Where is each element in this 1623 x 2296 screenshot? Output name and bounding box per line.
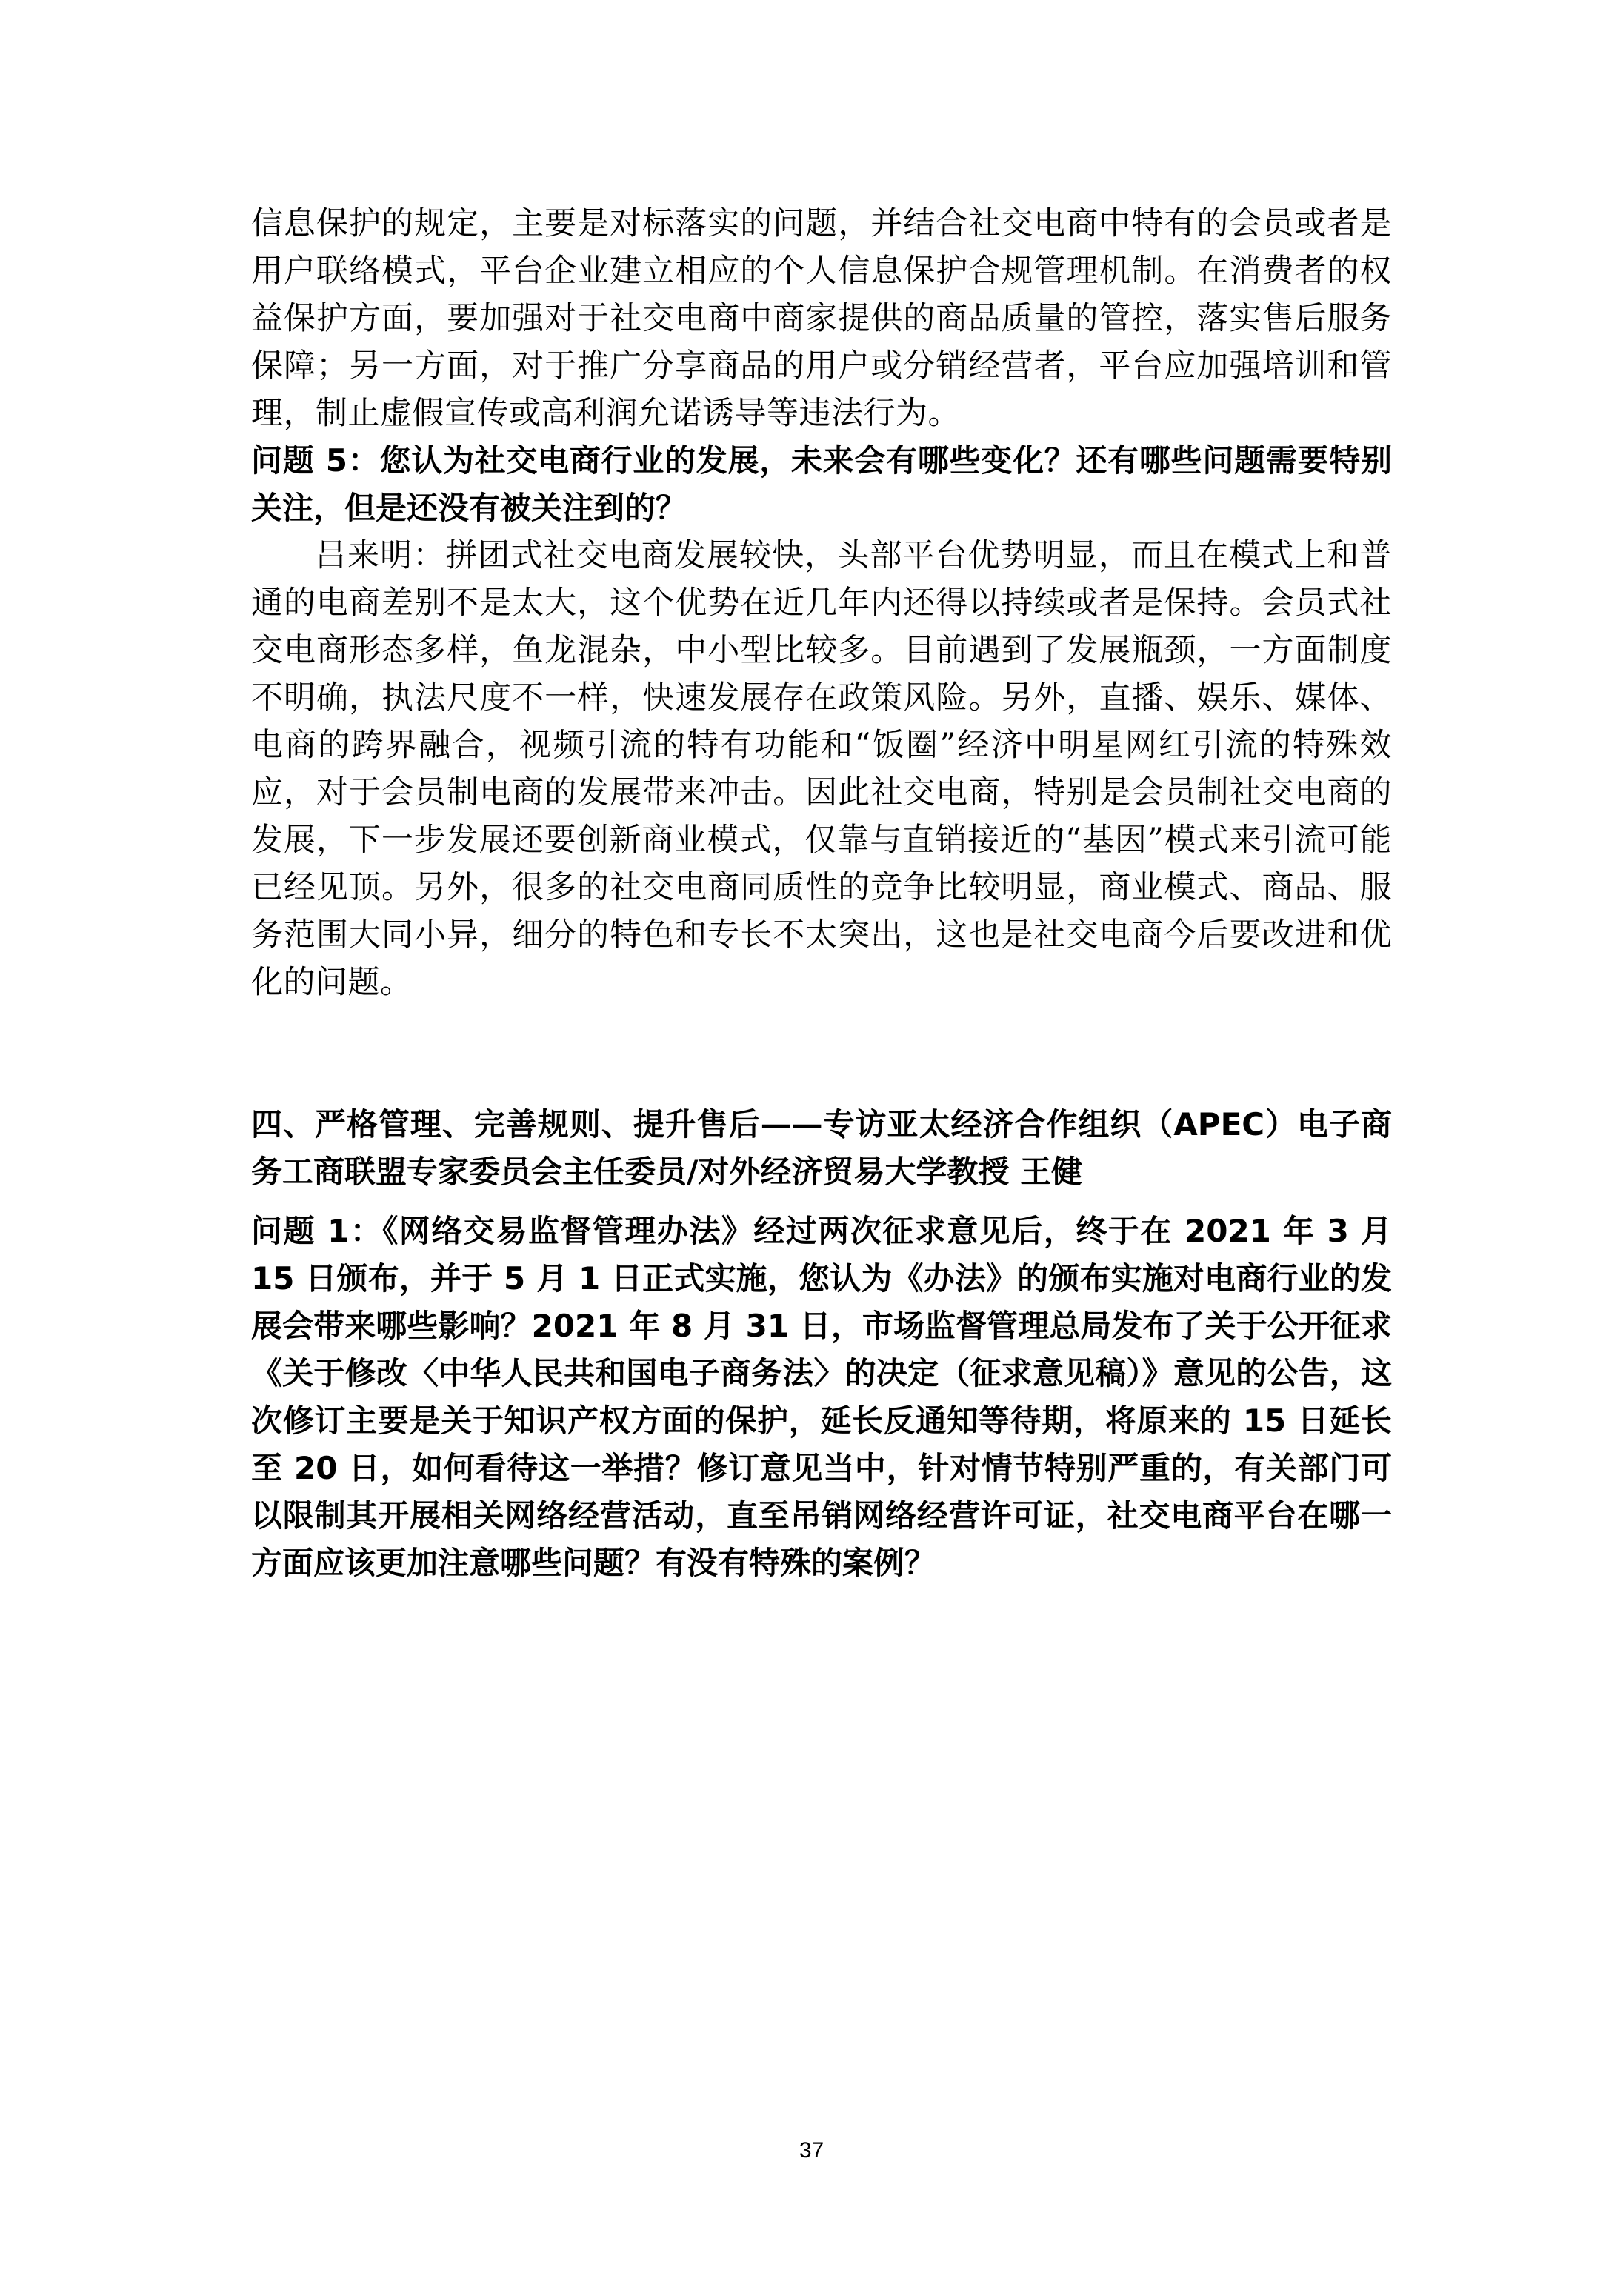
answer-5: 吕来明：拼团式社交电商发展较快，头部平台优势明显，而且在模式上和普通的电商差别不是太大，这个优势在近几年内还得以持续或者是保持。会员式社交电商形态多样，鱼龙混杂，中小型比较多。目前遇到了发展瓶颈，一方面制度不明确，执法尺度不一样，快速发展存在政策风险。另外，直播、娱乐、媒体、电商的跨界融合，视频引流的特有功能和“饭圈”经济中明星网红引流的特殊效应，对于会员制电商的发展带来冲击。因此社交电商，特别是会员制社交电商的发展，下一步发展还要创新商业模式，仅靠与直销接近的“基因”模式来引流可能已经见顶。另外，很多的社交电商同质性的竞争比较明显，商业模式、商品、服务范围大同小异，细分的特色和专长不太突出，这也是社交电商今后要改进和优化的问题。	[251, 537, 1392, 1001]
document-body	[251, 200, 1392, 1587]
paragraph-privacy-protection: 信息保护的规定，主要是对标落实的问题，并结合社交电商中特有的会员或者是用户联络模式，平台企业建立相应的个人信息保护合规管理机制。在消费者的权益保护方面，要加强对于社交电商中商家提供的商品质量的管控，落实售后服务保障；另一方面，对于推广分享商品的用户或分销经营者，平台应加强培训和管理，制止虚假宣传或高利润允诺诱导等违法行为。	[251, 205, 1392, 432]
page-number: 37	[799, 2138, 824, 2163]
section-heading-4: 四、严格管理、完善规则、提升售后——专访亚太经济合作组织（APEC）电子商务工商联盟专家委员会主任委员/对外经济贸易大学教授 王健	[251, 1106, 1392, 1190]
question-5: 问题 5：您认为社交电商行业的发展，未来会有哪些变化？还有哪些问题需要特别关注，但是还没有被关注到的？	[251, 442, 1392, 526]
question-1: 问题 1：《网络交易监督管理办法》经过两次征求意见后，终于在 2021 年 3 月 15 日颁布，并于 5 月 1 日正式实施，您认为《办法》的颁布实施对电商行业的发展会带来哪些影响？2021 年 8 月 31 日，市场监督管理总局发布了关于公开征求《关于修改〈中华人民共和国电子商务法〉的决定（征求意见稿）》意见的公告，这次修订主要是关于知识产权方面的保护，延长反通知等待期，将原来的 15 日延长至 20 日，如何看待这一举措？修订意见当中，针对情节特别严重的，有关部门可以限制其开展相关网络经营活动，直至吊销网络经营许可证，社交电商平台在哪一方面应该更加注意哪些问题？有没有特殊的案例？	[251, 1213, 1392, 1581]
